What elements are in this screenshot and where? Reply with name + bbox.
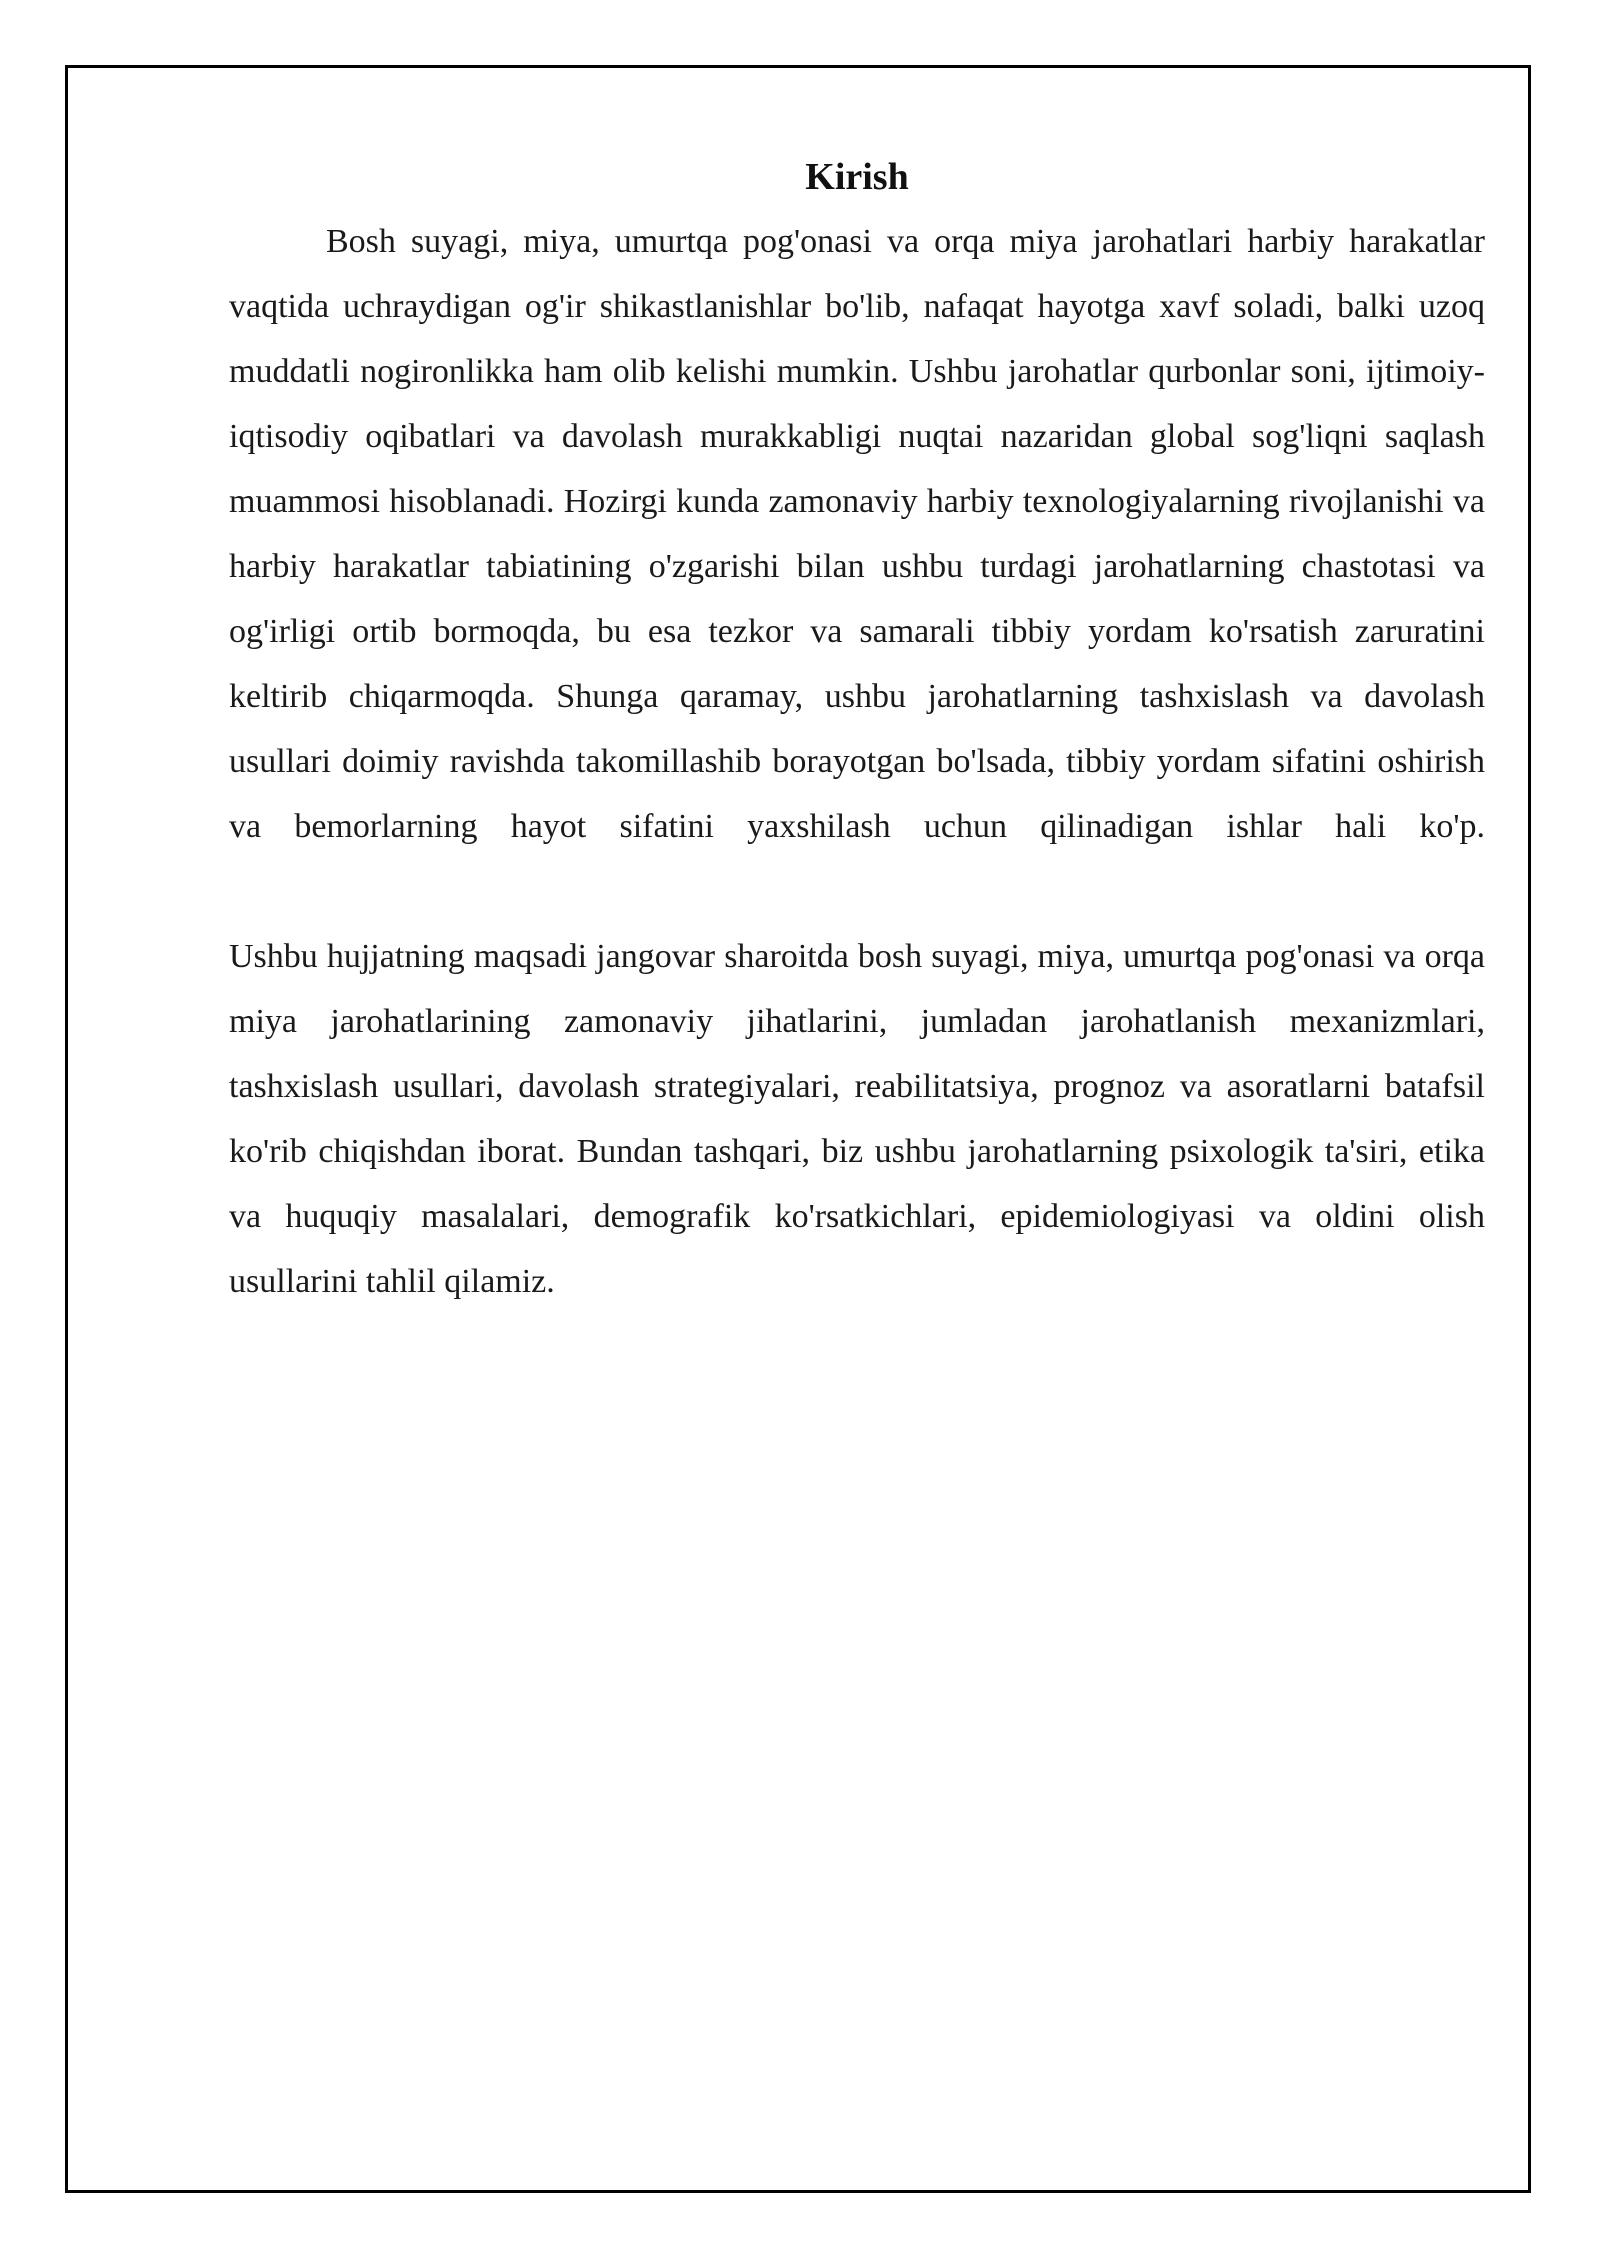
document-title: Kirish	[805, 156, 909, 198]
paragraph-intro: Bosh suyagi, miya, umurtqa pog'onasi va orqa miya jarohatlari harbiy harakatlar vaqtida uchraydigan og'ir shikastlanishlar bo'lib, nafaqat hayotga xavf soladi, balki uzoq muddatli nogironlikka ham olib kelishi mumkin. Ushbu jarohatlar qurbonlar soni, ijtimoiy-iqtisodiy oqibatlari va davolash murakkabligi nuqtai nazaridan global sog'liqni saqlash muammosi hisoblanadi. Hozirgi kunda zamonaviy harbiy texnologiyalarning rivojlanishi va harbiy harakatlar tabiatining o'zgarishi bilan ushbu turdagi jarohatlarning chastotasi va og'irligi ortib bormoqda, bu esa tezkor va samarali tibbiy yordam ko'rsatish zaruratini keltirib chiqarmoqda. Shunga qaramay, ushbu jarohatlarning tashxislash va davolash usullari doimiy ravishda takomillashib borayotgan bo'lsada, tibbiy yordam sifatini oshirish va bemorlarning hayot sifatini yaxshilash uchun qilinadigan ishlar hali ko'p.	[229, 223, 1485, 845]
document-body	[229, 145, 1485, 1314]
paragraph-purpose: Ushbu hujjatning maqsadi jangovar sharoitda bosh suyagi, miya, umurtqa pog'onasi va orqa miya jarohatlarining zamonaviy jihatlarini, jumladan jarohatlanish mexanizmlari, tashxislash usullari, davolash strategiyalari, reabilitatsiya, prognoz va asoratlarni batafsil ko'rib chiqishdan iborat. Bundan tashqari, biz ushbu jarohatlarning psixologik ta'siri, etika va huquqiy masalalari, demografik ko'rsatkichlari, epidemiologiyasi va oldini olish usullarini tahlil qilamiz.	[229, 938, 1485, 1300]
